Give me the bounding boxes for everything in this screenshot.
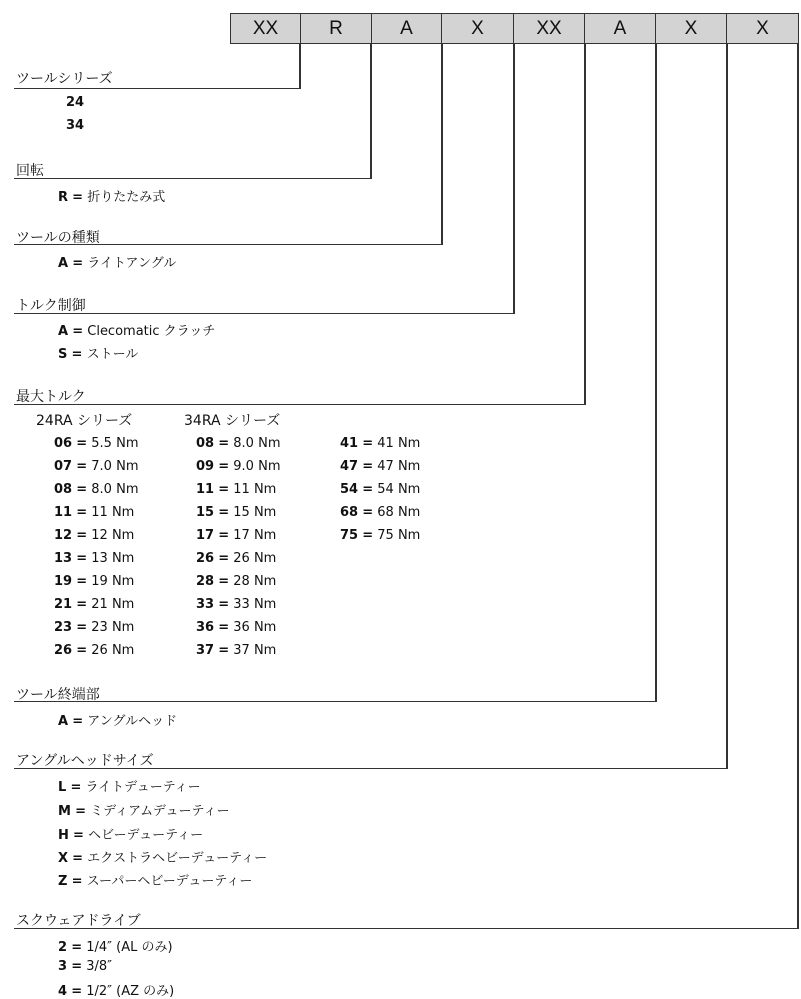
torque-code: 15 xyxy=(196,505,215,520)
torque-code: 37 xyxy=(196,643,215,658)
angle-head-text: ライトデューティー xyxy=(85,780,201,795)
torque-equals: = xyxy=(76,620,88,635)
torque-34-row xyxy=(196,482,276,497)
torque-24-row xyxy=(54,528,134,543)
torque-equals: = xyxy=(362,459,374,474)
torque-equals: = xyxy=(362,505,374,520)
torque-value: 11 Nm xyxy=(91,505,135,520)
torque-code: 12 xyxy=(54,528,73,543)
tool-type-equals: = xyxy=(72,256,84,271)
torque-value: 26 Nm xyxy=(233,551,277,566)
torque-value: 75 Nm xyxy=(377,528,421,543)
torque-equals: = xyxy=(76,597,88,612)
torque-code: 47 xyxy=(340,459,359,474)
angle-head-code: M xyxy=(58,804,71,819)
torque-value: 5.5 Nm xyxy=(91,436,139,451)
angle-head-text: ミディアムデューティー xyxy=(90,804,230,819)
tool-series-underline xyxy=(14,88,301,89)
tool-end-title: ツール終端部 xyxy=(16,687,100,703)
square-drive-title: スクウェアドライブ xyxy=(16,913,141,929)
torque-34-row xyxy=(340,528,420,543)
tool-type-title: ツールの種類 xyxy=(16,230,100,246)
torque-equals: = xyxy=(218,597,230,612)
torque-34-row xyxy=(196,574,276,589)
torque-code: 08 xyxy=(54,482,73,497)
torque-equals: = xyxy=(218,505,230,520)
angle-head-equals: = xyxy=(75,804,86,819)
torque-code: 75 xyxy=(340,528,359,543)
torque-code: 06 xyxy=(54,436,73,451)
angle-head-code: H xyxy=(58,828,69,843)
torque-equals: = xyxy=(218,620,230,635)
torque-34-row xyxy=(340,482,420,497)
torque-code: 19 xyxy=(54,574,73,589)
torque-value: 36 Nm xyxy=(233,620,277,635)
square-drive-text: 1/4″ (AL のみ) xyxy=(86,940,173,955)
angle-head-item xyxy=(58,776,201,795)
torque-equals: = xyxy=(218,482,230,497)
angle-head-item xyxy=(58,847,267,866)
square-drive-code: 4 xyxy=(58,984,68,999)
torque-code: 33 xyxy=(196,597,215,612)
header-code-8: X xyxy=(726,13,799,44)
torque-34-row xyxy=(196,597,276,612)
max-torque-title: 最大トルク xyxy=(16,389,86,405)
connector-vline-2 xyxy=(370,44,372,179)
torque-value: 13 Nm xyxy=(91,551,135,566)
tool-end-code: A xyxy=(58,714,69,729)
connector-vline-1 xyxy=(299,44,301,89)
torque-code: 68 xyxy=(340,505,359,520)
torque-value: 19 Nm xyxy=(91,574,135,589)
header-code-7: X xyxy=(655,13,727,44)
rotation-text: 折りたたみ式 xyxy=(87,190,166,205)
torque-control-text-s: ストール xyxy=(86,347,139,362)
max-torque-underline xyxy=(14,404,586,405)
torque-value: 47 Nm xyxy=(377,459,421,474)
torque-24-row xyxy=(54,620,134,635)
torque-value: 11 Nm xyxy=(233,482,277,497)
angle-head-item xyxy=(58,800,230,819)
torque-equals: = xyxy=(362,436,374,451)
torque-equals: = xyxy=(76,482,88,497)
torque-value: 28 Nm xyxy=(233,574,277,589)
tool-type-text: ライトアングル xyxy=(87,256,177,271)
torque-equals: = xyxy=(362,482,374,497)
torque-control-item-s xyxy=(58,343,138,362)
torque-control-equals-s: = xyxy=(71,347,83,362)
torque-control-item-a xyxy=(58,320,215,339)
torque-code: 08 xyxy=(196,436,215,451)
torque-code: 36 xyxy=(196,620,215,635)
angle-head-text: スーパーヘビーデューティー xyxy=(86,874,253,889)
torque-equals: = xyxy=(362,528,374,543)
header-code-5: XX xyxy=(513,13,585,44)
torque-value: 15 Nm xyxy=(233,505,277,520)
square-drive-code: 3 xyxy=(58,959,68,974)
torque-control-text-a: Clecomatic クラッチ xyxy=(87,324,216,339)
square-drive-item xyxy=(58,959,112,974)
torque-equals: = xyxy=(218,574,230,589)
header-code-4: X xyxy=(441,13,514,44)
torque-code: 11 xyxy=(54,505,73,520)
torque-equals: = xyxy=(76,551,88,566)
torque-code: 26 xyxy=(54,643,73,658)
torque-control-equals-a: = xyxy=(72,324,84,339)
tool-series-title: ツールシリーズ xyxy=(16,71,113,87)
torque-code: 23 xyxy=(54,620,73,635)
angle-head-text: エクストラヘビーデューティー xyxy=(87,851,268,866)
angle-head-code: L xyxy=(58,780,67,795)
header-code-1: XX xyxy=(230,13,301,44)
max-torque-24ra-header: 24RA シリーズ xyxy=(36,413,133,429)
torque-control-code-s: S xyxy=(58,347,68,362)
tool-end-item-a xyxy=(58,710,177,729)
square-drive-item xyxy=(58,980,174,999)
max-torque-34ra-header: 34RA シリーズ xyxy=(184,413,281,429)
torque-24-row xyxy=(54,505,134,520)
torque-equals: = xyxy=(218,459,230,474)
connector-vline-8 xyxy=(797,44,799,929)
torque-34-row xyxy=(196,551,276,566)
torque-value: 23 Nm xyxy=(91,620,135,635)
connector-vline-6 xyxy=(655,44,657,702)
torque-equals: = xyxy=(76,459,88,474)
torque-equals: = xyxy=(218,551,230,566)
angle-head-item xyxy=(58,824,203,843)
connector-vline-4 xyxy=(513,44,515,314)
tool-end-text: アングルヘッド xyxy=(87,714,178,729)
tool-series-24: 24 xyxy=(66,95,85,110)
square-drive-text: 3/8″ xyxy=(86,959,113,974)
torque-34-row xyxy=(340,459,420,474)
torque-24-row xyxy=(54,597,134,612)
tool-type-code: A xyxy=(58,256,69,271)
torque-value: 54 Nm xyxy=(377,482,421,497)
square-drive-code: 2 xyxy=(58,940,68,955)
rotation-equals: = xyxy=(72,190,84,205)
torque-equals: = xyxy=(218,436,230,451)
torque-24-row xyxy=(54,643,134,658)
torque-code: 28 xyxy=(196,574,215,589)
torque-34-row xyxy=(196,505,276,520)
torque-value: 8.0 Nm xyxy=(91,482,139,497)
square-drive-equals: = xyxy=(71,940,83,955)
torque-value: 37 Nm xyxy=(233,643,277,658)
torque-equals: = xyxy=(76,436,88,451)
header-code-6: A xyxy=(584,13,656,44)
torque-34-row xyxy=(196,436,280,451)
torque-34-row xyxy=(196,459,280,474)
torque-code: 07 xyxy=(54,459,73,474)
angle-head-code: X xyxy=(58,851,69,866)
torque-24-row xyxy=(54,436,138,451)
torque-code: 17 xyxy=(196,528,215,543)
torque-34-row xyxy=(196,620,276,635)
angle-head-item xyxy=(58,870,252,889)
torque-value: 17 Nm xyxy=(233,528,277,543)
tool-end-equals: = xyxy=(72,714,84,729)
torque-value: 68 Nm xyxy=(377,505,421,520)
torque-24-row xyxy=(54,551,134,566)
torque-equals: = xyxy=(76,528,88,543)
torque-control-underline xyxy=(14,313,515,314)
angle-head-equals: = xyxy=(72,851,84,866)
torque-value: 12 Nm xyxy=(91,528,135,543)
torque-equals: = xyxy=(76,505,88,520)
square-drive-equals: = xyxy=(71,959,83,974)
torque-code: 21 xyxy=(54,597,73,612)
torque-24-row xyxy=(54,574,134,589)
torque-code: 11 xyxy=(196,482,215,497)
header-code-2: R xyxy=(300,13,372,44)
torque-equals: = xyxy=(218,643,230,658)
torque-value: 7.0 Nm xyxy=(91,459,139,474)
angle-head-text: ヘビーデューティー xyxy=(88,828,204,843)
tool-series-34: 34 xyxy=(66,118,85,133)
torque-value: 41 Nm xyxy=(377,436,421,451)
torque-value: 26 Nm xyxy=(91,643,135,658)
torque-24-row xyxy=(54,459,138,474)
torque-control-code-a: A xyxy=(58,324,69,339)
torque-value: 9.0 Nm xyxy=(233,459,281,474)
tool-end-underline xyxy=(14,701,657,702)
torque-34-row xyxy=(196,528,276,543)
torque-34-row xyxy=(340,505,420,520)
header-code-3: A xyxy=(371,13,442,44)
torque-equals: = xyxy=(76,574,88,589)
torque-code: 26 xyxy=(196,551,215,566)
torque-value: 8.0 Nm xyxy=(233,436,281,451)
torque-code: 09 xyxy=(196,459,215,474)
torque-equals: = xyxy=(76,643,88,658)
torque-equals: = xyxy=(218,528,230,543)
torque-24-row xyxy=(54,482,138,497)
rotation-item-r xyxy=(58,186,165,205)
torque-code: 13 xyxy=(54,551,73,566)
angle-head-equals: = xyxy=(70,780,82,795)
connector-vline-3 xyxy=(441,44,443,245)
tool-type-item-a xyxy=(58,252,176,271)
torque-34-row xyxy=(340,436,420,451)
square-drive-equals: = xyxy=(71,984,83,999)
angle-head-equals: = xyxy=(71,874,83,889)
angle-head-code: Z xyxy=(58,874,68,889)
angle-head-equals: = xyxy=(73,828,84,843)
torque-34-row xyxy=(196,643,276,658)
connector-vline-7 xyxy=(726,44,728,769)
square-drive-text: 1/2″ (AZ のみ) xyxy=(86,984,175,999)
connector-vline-5 xyxy=(584,44,586,405)
torque-value: 33 Nm xyxy=(233,597,277,612)
rotation-title: 回転 xyxy=(16,163,44,179)
torque-value: 21 Nm xyxy=(91,597,135,612)
rotation-underline xyxy=(14,178,372,179)
torque-code: 41 xyxy=(340,436,359,451)
square-drive-item xyxy=(58,936,173,955)
angle-head-size-title: アングルヘッドサイズ xyxy=(16,753,154,769)
rotation-code: R xyxy=(58,190,69,205)
torque-code: 54 xyxy=(340,482,359,497)
torque-control-title: トルク制御 xyxy=(16,298,86,314)
